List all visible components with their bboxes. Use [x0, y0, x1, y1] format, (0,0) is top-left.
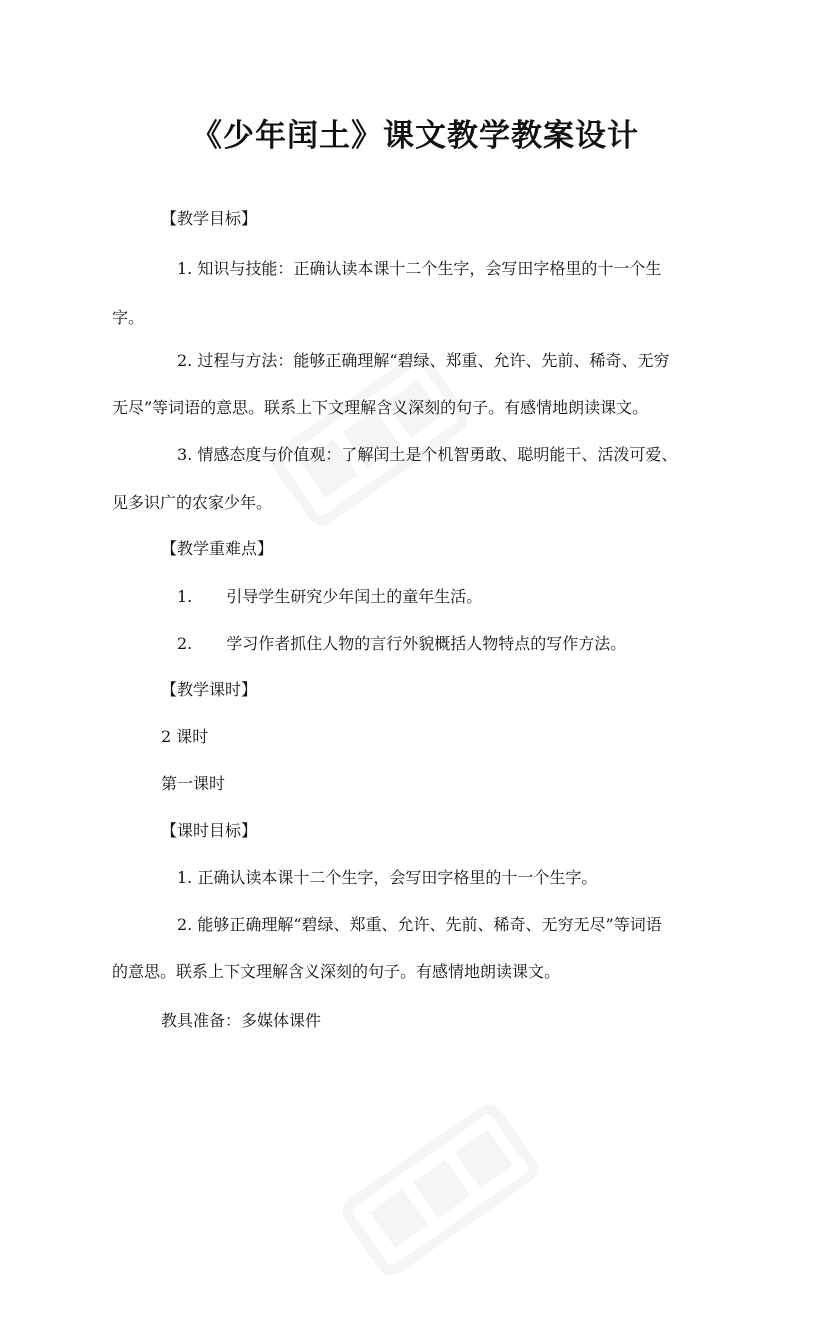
key-point-item-1-text: 引导学生研究少年闰土的童年生活。: [226, 587, 483, 606]
watermark-stamp-icon: [287, 1037, 593, 1343]
section-heading-key-points: 【教学重难点】: [161, 539, 274, 558]
lesson-goal-item-2-line-1: 2. 能够正确理解“碧绿、郑重、允许、先前、稀奇、无穷无尽”等词语: [177, 915, 662, 934]
goal-item-2-line-2: 无尽”等词语的意思。联系上下文理解含义深刻的句子。有感情地朗读课文。: [112, 398, 649, 417]
document-title: 《少年闰土》课文教学教案设计: [191, 118, 639, 154]
section-heading-class-hours: 【教学课时】: [161, 680, 258, 699]
key-point-item-2-number: 2.: [177, 634, 193, 653]
key-point-item-2-text: 学习作者抓住人物的言行外貌概括人物特点的写作方法。: [226, 634, 627, 653]
goal-item-3-line-2: 见多识广的农家少年。: [112, 493, 273, 512]
goal-item-1-line-2: 字。: [112, 308, 145, 327]
lesson-goal-item-2-line-2: 的意思。联系上下文理解含义深刻的句子。有感情地朗读课文。: [112, 962, 561, 981]
goal-item-1-line-1: 1. 知识与技能：正确认读本课十二个生字，会写田字格里的十一个生: [177, 259, 662, 278]
goal-item-3-line-1: 3. 情感态度与价值观：了解闰土是个机智勇敢、聪明能干、活泼可爱、: [177, 445, 678, 464]
first-lesson-label: 第一课时: [161, 774, 226, 793]
class-hours-value: 2 课时: [161, 727, 209, 746]
key-point-item-1: [177, 586, 482, 608]
key-point-item-2: [177, 633, 626, 655]
goal-item-2-line-1: 2. 过程与方法：能够正确理解“碧绿、郑重、允许、先前、稀奇、无穷: [177, 351, 670, 370]
section-heading-lesson-goals: 【课时目标】: [161, 821, 258, 840]
key-point-item-1-number: 1.: [177, 587, 193, 606]
section-heading-teaching-goals: 【教学目标】: [161, 209, 258, 228]
lesson-goal-item-1: 1. 正确认读本课十二个生字，会写田字格里的十一个生字。: [177, 868, 598, 887]
materials-line: 教具准备：多媒体课件: [161, 1011, 322, 1030]
